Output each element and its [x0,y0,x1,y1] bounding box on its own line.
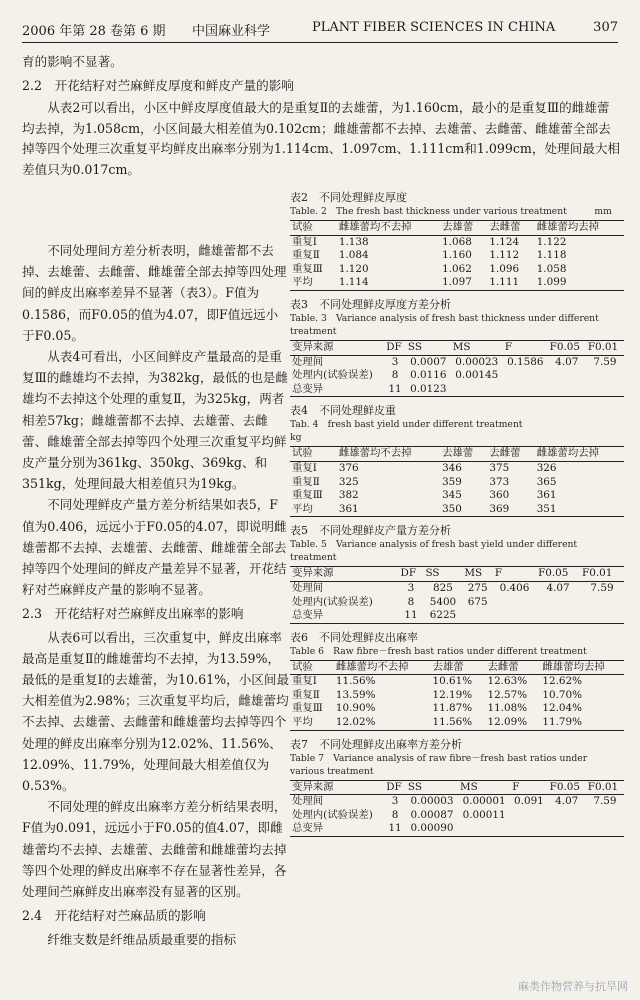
column-header: F0.05 [549,780,581,793]
table-caption-cn: 表7 不同处理鲜皮出麻率方差分析 [290,737,462,751]
paragraph: 从表6可以看出，三次重复中，鲜皮出麻率最高是重复Ⅱ的雌雄蕾均不去掉，为13.59%，最低的是重复Ⅰ的去雄蕾，为10.61%，小区间最大相差值为2.98%；三次重复平均后，雌雄蕾均不去掉、去雄蕾、去雌蕾和雌雄蕾均去掉等四个处理的鲜皮出麻率分别为12.02%、11.56%、12.09%、11.79%，处理间最大相差值仅为0.53%。 [22,629,290,794]
table-row: 重复Ⅲ 382 345 360 361 [292,489,557,502]
paragraph: 不同处理间方差分析表明，雌雄蕾都不去掉、去雄蕾、去雌蕾、雌雄蕾全部去掉等四处理间的鲜皮出麻率差异不显著（表3）。F值为0.1586，而F0.05的值为4.07，即F值远远小于F0.05。 [22,243,287,343]
journal-title-cn: 中国麻业科学 [192,24,271,39]
paragraph: 不同处理鲜皮产量方差分析结果如表5，F值为0.406，远远小于F0.05的4.07，即说明雌雄蕾都不去掉、去雄蕾、去雌蕾、雌雄蕾全部去掉等四个处理间的鲜皮产量差异不显著，开花结籽对苎麻鲜皮产量的影响不显著。 [22,497,287,598]
column-header: 雌雄蕾均去掉 [542,660,605,673]
table-row: 重复Ⅲ 1.120 1.062 1.096 1.058 [292,262,567,275]
column-header: F [512,780,520,793]
column-header: DF [400,567,417,580]
table-caption-en: Table 7 Variance analysis of raw fibre－fresh bast ratios under various treatment [290,752,588,777]
table-row: 重复Ⅰ 376 346 375 326 [292,461,557,474]
column-header: 试验 [292,447,313,460]
table-row: 重复Ⅱ 13.59% 12.19% 12.57% 10.70% [292,688,583,701]
column-header: MS [452,340,471,353]
column-header: MS [464,567,483,580]
left-column [22,240,290,950]
table-row: 重复Ⅲ 10.90% 11.87% 11.08% 12.04% [292,702,583,715]
column-header: 变异来源 [292,340,334,353]
column-header: 雌雄蕾均不去掉 [338,447,412,460]
column-header: DF [386,340,402,353]
paragraph: 育的影响不显著。 [22,54,123,69]
running-header [22,18,618,43]
column-header: 去雄蕾 [442,447,474,460]
table-row: 处理间 3 0.00003 0.00001 0.091 4.07 7.59 [292,795,617,808]
column-header: SS [425,567,440,580]
column-header: F0.01 [587,340,619,353]
table-caption-en: Table. 2 The fresh bast thickness under various treatment mm [290,206,612,217]
column-header: F0.01 [587,780,619,793]
column-header: 雌雄蕾均不去掉 [338,221,412,233]
column-header: F0.05 [549,340,581,353]
column-header: SS [407,780,422,793]
column-header: DF [386,780,402,793]
table-5 [290,523,624,623]
column-header: 雌雄蕾均去掉 [536,447,600,460]
table-3 [290,297,624,397]
table-row: 处理内(试验误差) 8 5400 675 [292,595,488,608]
table-2 [290,190,624,291]
issue-info: 2006 年第 28 卷第 6 期 [22,24,166,39]
column-header: F [504,340,513,353]
column-header: F [494,567,503,580]
paragraph: 纤维支数是纤维品质最重要的指标 [47,931,237,947]
table-row: 处理内(试验误差) 8 0.0116 0.00145 [292,369,499,382]
table-caption-cn: 表2 不同处理鲜皮厚度 [290,191,407,204]
table-caption-en: Table 6 Raw fibre－fresh bast ratios under different treatment [290,645,587,657]
column-header: MS [460,780,478,793]
column-header: F0.01 [582,567,613,580]
table-row: 重复Ⅱ 1.084 1.160 1.112 1.118 [292,249,567,262]
paragraph: 从表4可看出，小区间鲜皮产量最高的是重复Ⅲ的雌雄均不去掉，为382kg，最低的也是雌雄均不去掉这个处理的重复Ⅱ，为325kg，两者相差57kg；雌雄蕾都不去掉、去雄蕾、去雌蕾、雌雄蕾全部去掉等四个处理三次重复平均鲜皮产量分别为361kg、350kg、369kg、和351kg，处理间最大相差值只为19kg。 [22,349,288,492]
table-7 [290,737,624,837]
table-caption-cn: 表5 不同处理鲜皮产量方差分析 [290,524,451,538]
table-caption-cn: 表6 不同处理鲜皮出麻率 [290,630,418,644]
section-heading-2-2: 2.2 开花结籽对苎麻鲜皮厚度和鲜皮产量的影响 [22,77,294,93]
column-header: 试验 [292,221,313,233]
section-heading-2-4: 2.4 开花结籽对苎麻品质的影响 [22,908,206,924]
section-heading-2-3: 2.3 开花结籽对苎麻鲜皮出麻率的影响 [22,606,244,622]
table-caption-cn: 表4 不同处理鲜皮重 [290,404,396,418]
table-row: 重复Ⅰ 11.56% 10.61% 12.63% 12.62% [292,675,583,688]
table-caption-en: Tab. 4 fresh bast yield under different treatment kg [290,419,624,444]
table-row: 平均 12.02% 11.56% 12.09% 11.79% [292,716,583,729]
table-row: 平均 1.114 1.097 1.111 1.099 [292,276,567,289]
paragraph: 从表2可以看出，小区中鲜皮厚度值最大的是重复Ⅱ的去雄蕾，为1.160cm，最小的是重复Ⅲ的雌雄蕾均去掉，为1.058cm，小区间最大相差值为0.102cm；雌雄蕾都不去掉、去雄蕾、去雌蕾、雌雄蕾全部去掉等四个处理三次重复平均鲜皮出麻率分别为1.114cm、1.097cm、1.111cm和1.099cm，处理间最大相差值只为0.017cm。 [22,100,621,177]
table-row: 处理间 3 825 275 0.406 4.07 7.59 [292,581,614,594]
table-caption-en: Table. 3 Variance analysis of fresh bast thickness under different treatment [290,312,599,337]
table-row: 处理间 3 0.0007 0.00023 0.1586 4.07 7.59 [292,355,617,368]
watermark: 麻类作物营养与抗旱网 [518,980,628,993]
column-header: 变异来源 [292,567,334,580]
table-row: 重复Ⅱ 325 359 373 365 [292,475,557,488]
column-header: 雌雄蕾均去掉 [536,221,600,233]
column-header: 雌雄蕾均不去掉 [335,660,409,673]
table-4 [290,403,624,517]
table-row: 总变异 11 0.00090 [292,822,454,835]
table-row: 平均 361 350 369 351 [292,502,557,515]
column-header: SS [407,340,422,353]
top-text-block [22,52,622,180]
table-row: 总变异 11 6225 [292,609,457,622]
column-header: 去雄蕾 [432,660,464,673]
column-header: 试验 [292,660,313,673]
table-row: 重复Ⅰ 1.138 1.068 1.124 1.122 [292,235,567,248]
right-column-tables [290,184,624,837]
table-caption-en: Table. 5 Variance analysis of fresh bast yield under different treatment [290,539,578,564]
column-header: 去雌蕾 [487,660,519,673]
column-header: 去雌蕾 [489,447,521,460]
paragraph: 不同处理的鲜皮出麻率方差分析结果表明，F值为0.091，远远小于F0.05的值4.07，即雌雄蕾均不去掉、去雄蕾、去雌蕾和雌雄蕾均去掉等四个处理的鲜皮出麻率不存在显著性差异，各处理间苎麻鲜皮出麻率没有显著的区别。 [22,799,287,900]
journal-title-en: PLANT FIBER SCIENCES IN CHINA [312,20,556,35]
table-6 [290,630,624,731]
page-number: 307 [593,20,618,35]
column-header: F0.05 [538,567,569,580]
table-row: 处理内(试验误差) 8 0.00087 0.00011 [292,808,506,821]
table-row: 总变异 11 0.0123 [292,382,447,395]
table-caption-cn: 表3 不同处理鲜皮厚度方差分析 [290,297,451,311]
column-header: 变异来源 [292,780,334,793]
column-header: 去雌蕾 [489,221,521,233]
column-header: 去雄蕾 [442,221,474,233]
